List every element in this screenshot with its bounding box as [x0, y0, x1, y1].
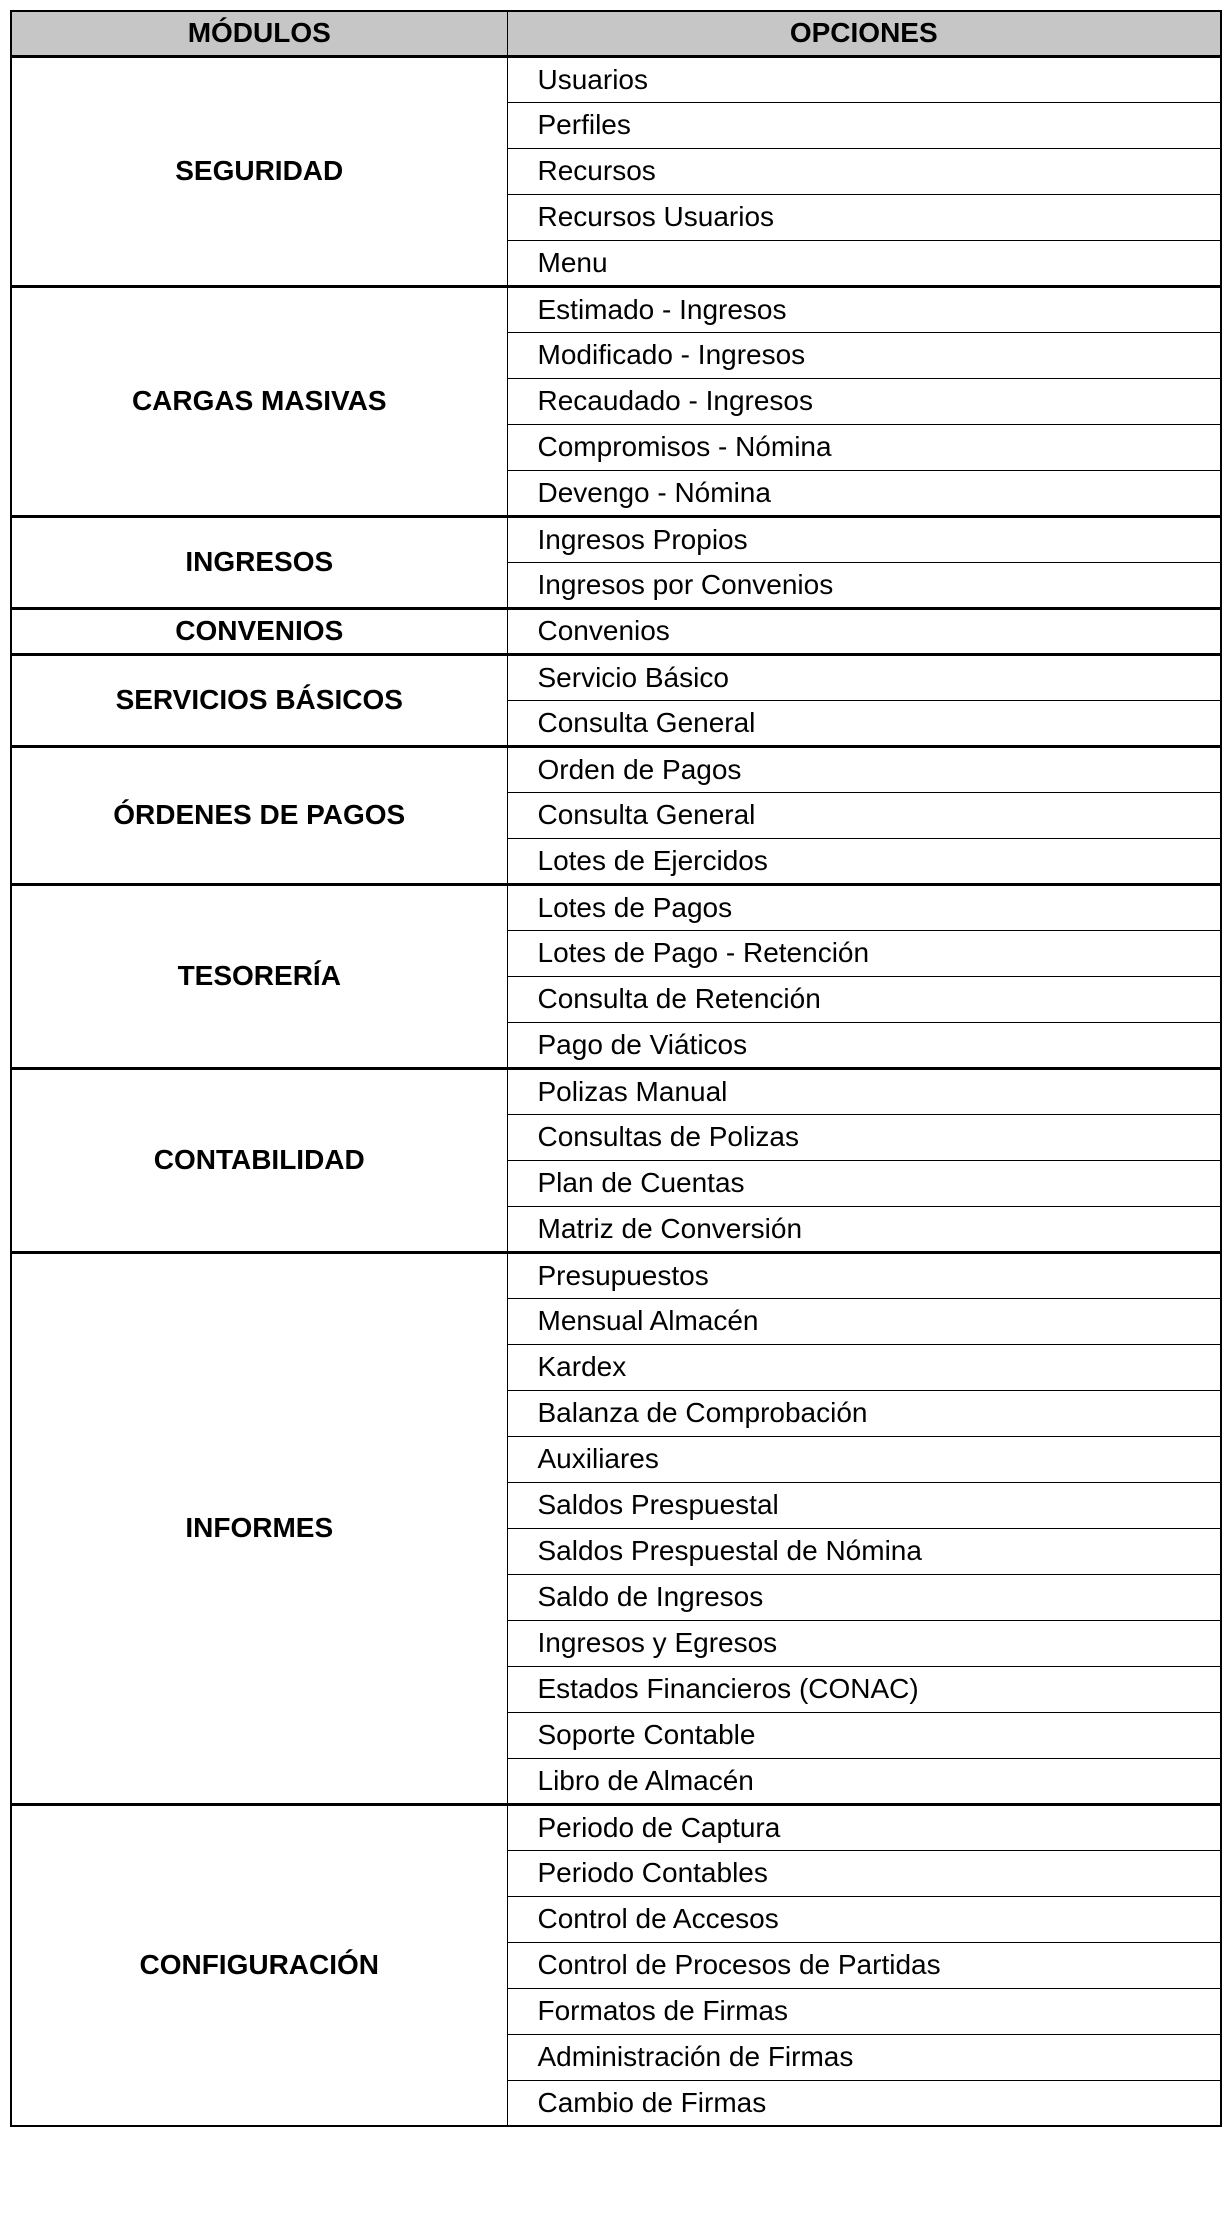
option-cell: Cambio de Firmas — [507, 2080, 1221, 2126]
option-cell: Estimado - Ingresos — [507, 286, 1221, 332]
module-cell: CONTABILIDAD — [11, 1068, 507, 1252]
module-cell: INFORMES — [11, 1252, 507, 1804]
option-cell: Auxiliares — [507, 1436, 1221, 1482]
option-cell: Consulta General — [507, 792, 1221, 838]
table-row — [11, 1068, 1221, 1114]
option-cell: Compromisos - Nómina — [507, 424, 1221, 470]
option-cell: Perfiles — [507, 102, 1221, 148]
table-row — [11, 56, 1221, 102]
module-cell: CARGAS MASIVAS — [11, 286, 507, 516]
option-cell: Soporte Contable — [507, 1712, 1221, 1758]
table-header-row — [11, 11, 1221, 56]
option-cell: Servicio Básico — [507, 654, 1221, 700]
table-row — [11, 516, 1221, 562]
module-cell: TESORERÍA — [11, 884, 507, 1068]
option-cell: Pago de Viáticos — [507, 1022, 1221, 1068]
modules-options-table — [10, 10, 1222, 2127]
option-cell: Presupuestos — [507, 1252, 1221, 1298]
module-cell: CONVENIOS — [11, 608, 507, 654]
option-cell: Ingresos Propios — [507, 516, 1221, 562]
option-cell: Modificado - Ingresos — [507, 332, 1221, 378]
option-cell: Ingresos y Egresos — [507, 1620, 1221, 1666]
option-cell: Recaudado - Ingresos — [507, 378, 1221, 424]
option-cell: Recursos — [507, 148, 1221, 194]
option-cell: Periodo Contables — [507, 1850, 1221, 1896]
option-cell: Administración de Firmas — [507, 2034, 1221, 2080]
option-cell: Ingresos por Convenios — [507, 562, 1221, 608]
table-row — [11, 746, 1221, 792]
module-cell: ÓRDENES DE PAGOS — [11, 746, 507, 884]
option-cell: Lotes de Pago - Retención — [507, 930, 1221, 976]
header-opciones: OPCIONES — [507, 11, 1221, 56]
option-cell: Saldos Prespuestal de Nómina — [507, 1528, 1221, 1574]
option-cell: Control de Procesos de Partidas — [507, 1942, 1221, 1988]
option-cell: Periodo de Captura — [507, 1804, 1221, 1850]
option-cell: Convenios — [507, 608, 1221, 654]
option-cell: Usuarios — [507, 56, 1221, 102]
module-cell: SEGURIDAD — [11, 56, 507, 286]
option-cell: Orden de Pagos — [507, 746, 1221, 792]
table-row — [11, 286, 1221, 332]
option-cell: Plan de Cuentas — [507, 1160, 1221, 1206]
option-cell: Saldo de Ingresos — [507, 1574, 1221, 1620]
option-cell: Balanza de Comprobación — [507, 1390, 1221, 1436]
option-cell: Saldos Prespuestal — [507, 1482, 1221, 1528]
option-cell: Consulta General — [507, 700, 1221, 746]
option-cell: Polizas Manual — [507, 1068, 1221, 1114]
table-row — [11, 1252, 1221, 1298]
option-cell: Consulta de Retención — [507, 976, 1221, 1022]
module-cell: SERVICIOS BÁSICOS — [11, 654, 507, 746]
option-cell: Formatos de Firmas — [507, 1988, 1221, 2034]
table-row — [11, 884, 1221, 930]
table-row — [11, 654, 1221, 700]
option-cell: Estados Financieros (CONAC) — [507, 1666, 1221, 1712]
table-row — [11, 1804, 1221, 1850]
option-cell: Control de Accesos — [507, 1896, 1221, 1942]
option-cell: Recursos Usuarios — [507, 194, 1221, 240]
option-cell: Kardex — [507, 1344, 1221, 1390]
option-cell: Consultas de Polizas — [507, 1114, 1221, 1160]
module-cell: INGRESOS — [11, 516, 507, 608]
table-body — [11, 56, 1221, 2126]
table-row — [11, 608, 1221, 654]
option-cell: Menu — [507, 240, 1221, 286]
module-cell: CONFIGURACIÓN — [11, 1804, 507, 2126]
option-cell: Lotes de Pagos — [507, 884, 1221, 930]
option-cell: Libro de Almacén — [507, 1758, 1221, 1804]
option-cell: Devengo - Nómina — [507, 470, 1221, 516]
option-cell: Mensual Almacén — [507, 1298, 1221, 1344]
option-cell: Matriz de Conversión — [507, 1206, 1221, 1252]
header-modulos: MÓDULOS — [11, 11, 507, 56]
option-cell: Lotes de Ejercidos — [507, 838, 1221, 884]
